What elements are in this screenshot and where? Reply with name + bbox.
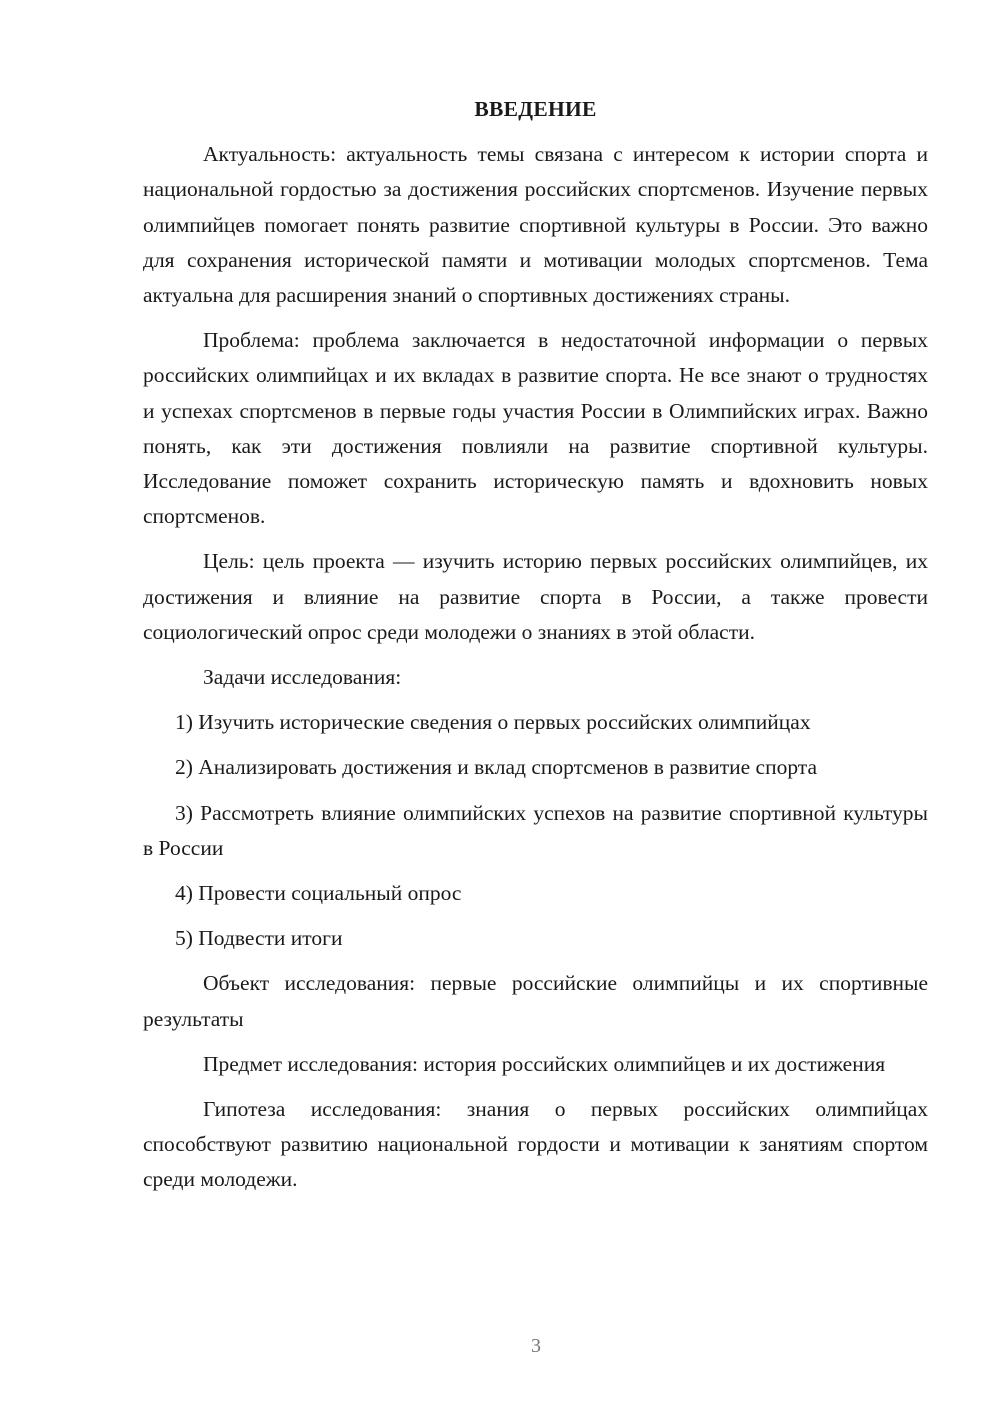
problem-paragraph: Проблема: проблема заключается в недостаточной информации о первых российских олимпийцах и их вкладах в развитие спорта. Не все знают о трудностях и успехах спортсменов в первые годы участия России в Олимпийских играх. Важно понять, как эти достижения повлияли на развитие спортивной культуры. Исследование поможет сохранить историческую память и вдохновить новых спортсменов. [143, 328, 928, 529]
task-item-3: 3) Рассмотреть влияние олимпийских успехов на развитие спортивной культуры в России [143, 800, 928, 860]
object-paragraph: Объект исследования: первые российские олимпийцы и их спортивные результаты [143, 971, 928, 1031]
task-item-5: 5) Подвести итоги [175, 926, 343, 951]
goal-paragraph: Цель: цель проекта — изучить историю первых российских олимпийцев, их достижения и влияние на развитие спорта в России, а также провести социологический опрос среди молодежи о знаниях в этой области. [143, 549, 928, 644]
task-item-1: 1) Изучить исторические сведения о первых российских олимпийцах [175, 710, 811, 735]
hypothesis-paragraph: Гипотеза исследования: знания о первых российских олимпийцах способствуют развитию национальной гордости и мотивации к занятиям спортом среди молодежи. [143, 1097, 928, 1192]
subject-paragraph: Предмет исследования: история российских олимпийцев и их достижения [203, 1051, 886, 1076]
relevance-paragraph: Актуальность: актуальность темы связана с интересом к истории спорта и национальной гордостью за достижения российских спортсменов. Изучение первых олимпийцев помогает понять развитие спортивной культуры в России. Это важно для сохранения исторической памяти и мотивации молодых спортсменов. Тема актуальна для расширения знаний о спортивных достижениях страны. [143, 142, 928, 308]
tasks-heading: Задачи исследования: [203, 665, 402, 690]
page-number: 3 [531, 1335, 541, 1357]
task-item-2: 2) Анализировать достижения и вклад спортсменов в развитие спорта [175, 755, 817, 780]
page-title: ВВЕДЕНИЕ [474, 97, 597, 121]
task-item-4: 4) Провести социальный опрос [175, 881, 462, 906]
document-page [143, 92, 928, 1208]
